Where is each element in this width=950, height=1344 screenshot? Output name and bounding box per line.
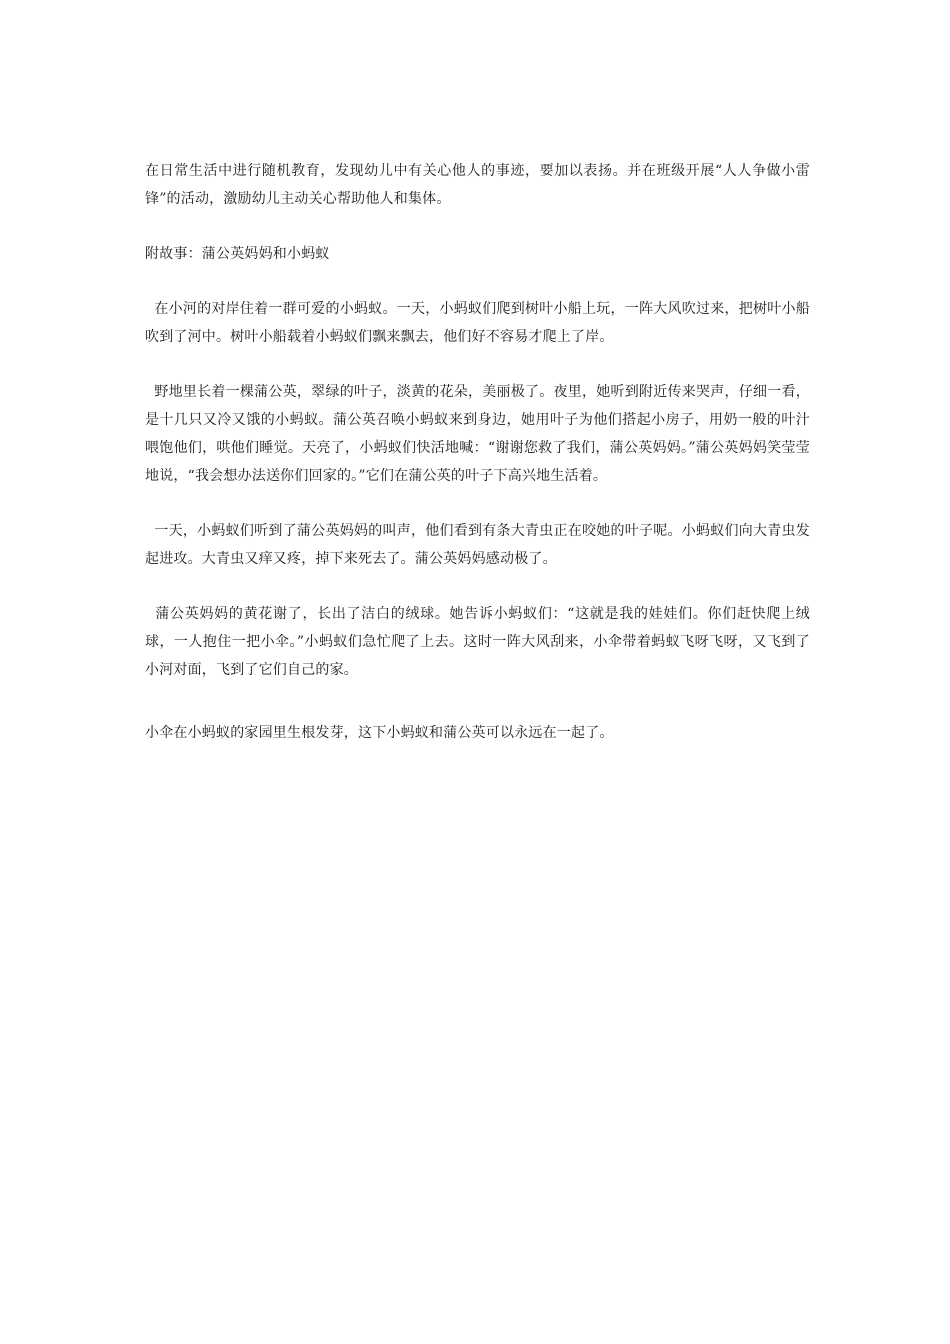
- story-paragraph-3: 一天，小蚂蚁们听到了蒲公英妈妈的叫声，他们看到有条大青虫正在咬她的叶子呢。小蚂蚁们向大青虫发起进攻。大青虫又痒又疼，掉下来死去了。蒲公英妈妈感动极了。: [145, 523, 810, 567]
- story-ending: 小伞在小蚂蚁的家园里生根发芽，这下小蚂蚁和蒲公英可以永远在一起了。: [145, 725, 614, 741]
- story-paragraph-4: 蒲公英妈妈的黄花谢了，长出了洁白的绒球。她告诉小蚂蚁们：“这就是我的娃娃们。你们赶快爬上绒球，一人抱住一把小伞。”小蚂蚁们急忙爬了上去。这时一阵大风刮来，小伞带着蚂蚁飞呀飞呀，又飞到了小河对面，飞到了它们自己的家。: [145, 606, 810, 678]
- story-heading: 附故事：蒲公英妈妈和小蚂蚁: [145, 246, 330, 262]
- intro-paragraph: 在日常生活中进行随机教育，发现幼儿中有关心他人的事迹，要加以表扬。并在班级开展“人人争做小雷锋”的活动，激励幼儿主动关心帮助他人和集体。: [145, 163, 810, 207]
- story-paragraph-2: 野地里长着一棵蒲公英，翠绿的叶子，淡黄的花朵，美丽极了。夜里，她听到附近传来哭声，仔细一看，是十几只又冷又饿的小蚂蚁。蒲公英召唤小蚂蚁来到身边，她用叶子为他们搭起小房子，用奶一般的叶汁喂饱他们，哄他们睡觉。天亮了，小蚂蚁们快活地喊：“谢谢您救了我们，蒲公英妈妈。”蒲公英妈妈笑莹莹地说，“我会想办法送你们回家的。”它们在蒲公英的叶子下高兴地生活着。: [145, 384, 810, 484]
- story-paragraph-1: 在小河的对岸住着一群可爱的小蚂蚁。一天，小蚂蚁们爬到树叶小船上玩，一阵大风吹过来，把树叶小船吹到了河中。树叶小船载着小蚂蚁们飘来飘去，他们好不容易才爬上了岸。: [145, 301, 810, 345]
- document-body: [145, 157, 810, 747]
